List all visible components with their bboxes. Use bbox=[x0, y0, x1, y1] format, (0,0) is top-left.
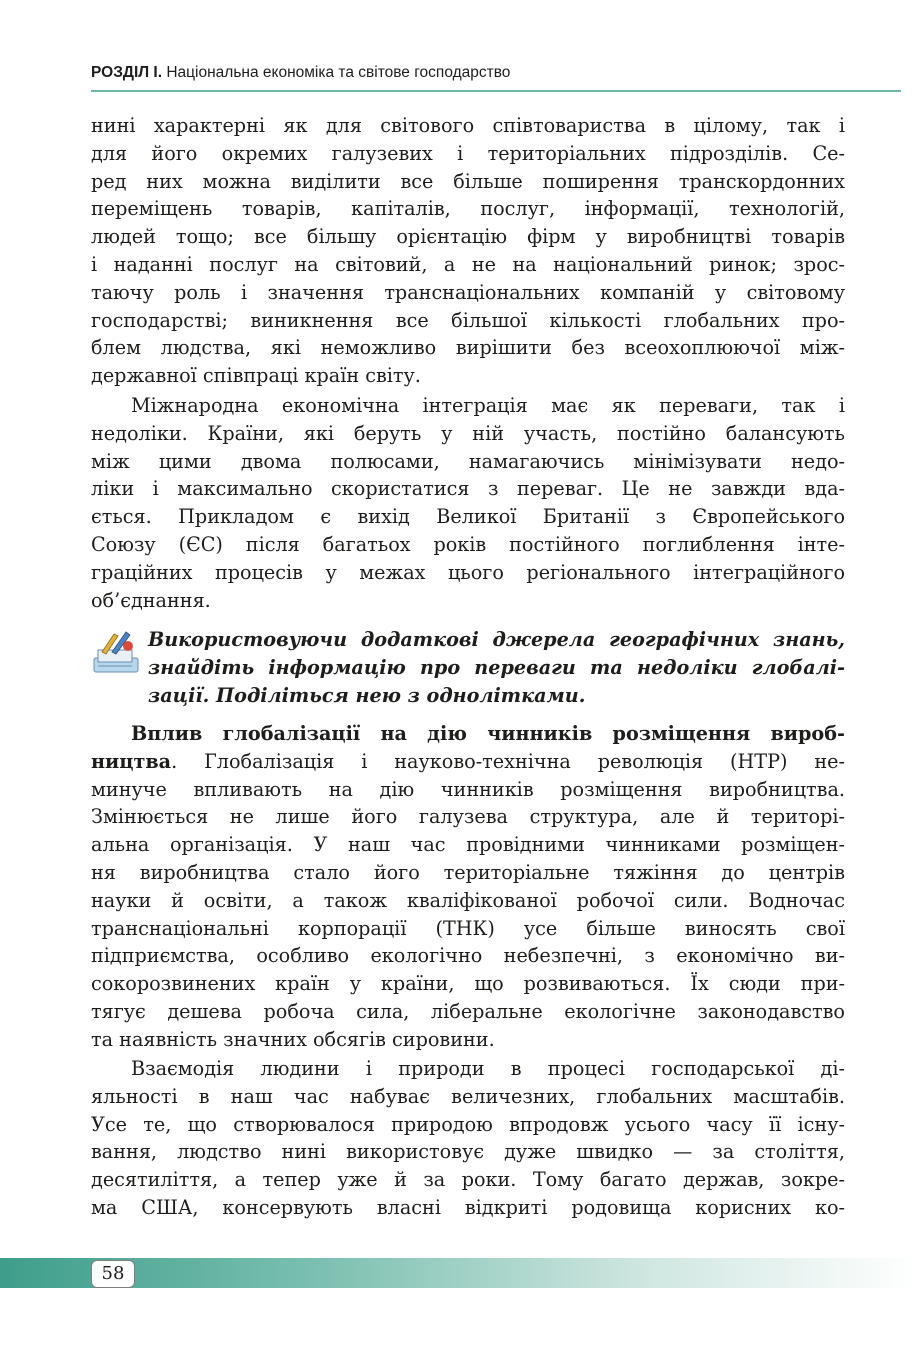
text-line: ництва. Глобалізація і науково-технічна революція (НТР) не- bbox=[91, 749, 845, 773]
task-prompt bbox=[148, 626, 845, 709]
text-line: об’єднання. bbox=[91, 588, 211, 612]
text-line: господарстві; виникнення все більшої кількості глобальних про- bbox=[91, 308, 845, 332]
text-line: тягує дешева робоча сила, ліберальне екологічне законодавство bbox=[91, 999, 845, 1023]
text-line: ліки і максимально скористатися з переваг. Це не завжди вда- bbox=[91, 477, 845, 501]
text-line: для його окремих галузевих і територіальних підрозділів. Се- bbox=[91, 141, 845, 165]
text-line: між цими двома полюсами, намагаючись мінімізувати недо- bbox=[91, 449, 845, 473]
text-line: граційних процесів у межах цього регіонального інтеграційного bbox=[91, 560, 845, 584]
text-line: яльності в наш час набуває величезних, глобальних масштабів. bbox=[91, 1084, 845, 1108]
task-line: знайдіть інформацію про переваги та недоліки глобалі- bbox=[148, 655, 845, 679]
text-line: переміщень товарів, капіталів, послуг, інформації, технологій, bbox=[91, 197, 845, 221]
header-divider bbox=[91, 90, 901, 92]
text-line: блем людства, які неможливо вирішити без всеохоплюючої між- bbox=[91, 336, 845, 360]
text-line: транснаціональні корпорації (ТНК) усе більше виносять свої bbox=[91, 916, 845, 940]
task-line: Використовуючи додаткові джерела географічних знань, bbox=[148, 628, 845, 651]
text-line: ма США, консервують власні відкриті родовища корисних ко- bbox=[91, 1195, 845, 1219]
section-title: Національна економіка та світове господарство bbox=[166, 64, 511, 81]
text-line: державної співпраці країн світу. bbox=[91, 364, 421, 388]
text-line: недоліки. Країни, які беруть у ній участь, постійно балансують bbox=[91, 421, 845, 445]
text-line: сокорозвинених країн у країни, що розвиваються. Їх сюди при- bbox=[91, 972, 845, 996]
text-line: Взаємодія людини і природи в процесі господарської ді- bbox=[131, 1057, 845, 1080]
page-number: 58 bbox=[91, 1260, 135, 1288]
text-line: науки й освіти, а також кваліфікованої робочої сили. Водночас bbox=[91, 888, 845, 912]
section-label: РОЗДІЛ І. bbox=[91, 64, 163, 81]
task-line: зації. Поділіться нею з однолітками. bbox=[148, 683, 586, 707]
paragraph-3 bbox=[91, 720, 845, 1054]
text-line: та наявність значних обсягів сировини. bbox=[91, 1027, 495, 1051]
text-line: нині характерні як для світового співтовариства в цілому, так і bbox=[91, 114, 845, 137]
footer-bar bbox=[0, 1258, 918, 1288]
text-line: Змінюється не лише його галузева структура, але й територі- bbox=[91, 805, 845, 829]
text-line: Усе те, що створювалося природою впродовж усього часу її існу- bbox=[91, 1112, 845, 1136]
text-line: ня виробництва стало його територіальне тяжіння до центрів bbox=[91, 860, 845, 884]
paragraph-1 bbox=[91, 112, 845, 390]
text-line: десятиліття, а тепер уже й за роки. Тому багато держав, зокре- bbox=[91, 1168, 845, 1192]
paragraph-4 bbox=[91, 1055, 845, 1222]
text-line: минуче впливають на дію чинників розміщення виробництва. bbox=[91, 777, 845, 801]
text-line: і наданні послуг на світовий, а не на національний ринок; зрос- bbox=[91, 252, 845, 276]
text-line: вання, людство нині використовує дуже швидко — за століття, bbox=[91, 1140, 845, 1164]
text-line: ред них можна виділити все більше поширення транскордонних bbox=[91, 169, 845, 193]
text-line: Міжнародна економічна інтеграція має як переваги, так і bbox=[131, 394, 845, 417]
text-line bbox=[91, 720, 845, 748]
text-line: таючу роль і значення транснаціональних компаній у світовому bbox=[91, 280, 845, 304]
text-line: альна організація. У наш час провідними чинниками розміщен- bbox=[91, 833, 845, 857]
text-line: людей тощо; все більшу орієнтацію фірм у виробництві товарів bbox=[91, 225, 845, 249]
paragraph-2 bbox=[91, 392, 845, 614]
section-heading: Вплив глобалізації на дію чинників розміщення вироб- bbox=[131, 722, 845, 745]
text-line: ється. Прикладом є вихід Великої Британії з Європейського bbox=[91, 505, 845, 529]
research-task-icon bbox=[92, 630, 140, 676]
running-header bbox=[91, 64, 891, 82]
section-heading-cont: ництва bbox=[91, 749, 172, 773]
text-line: Союзу (ЄС) після багатьох років постійного поглиблення інте- bbox=[91, 532, 845, 556]
text-line: підприємства, особливо екологічно небезпечні, з економічно ви- bbox=[91, 944, 845, 968]
